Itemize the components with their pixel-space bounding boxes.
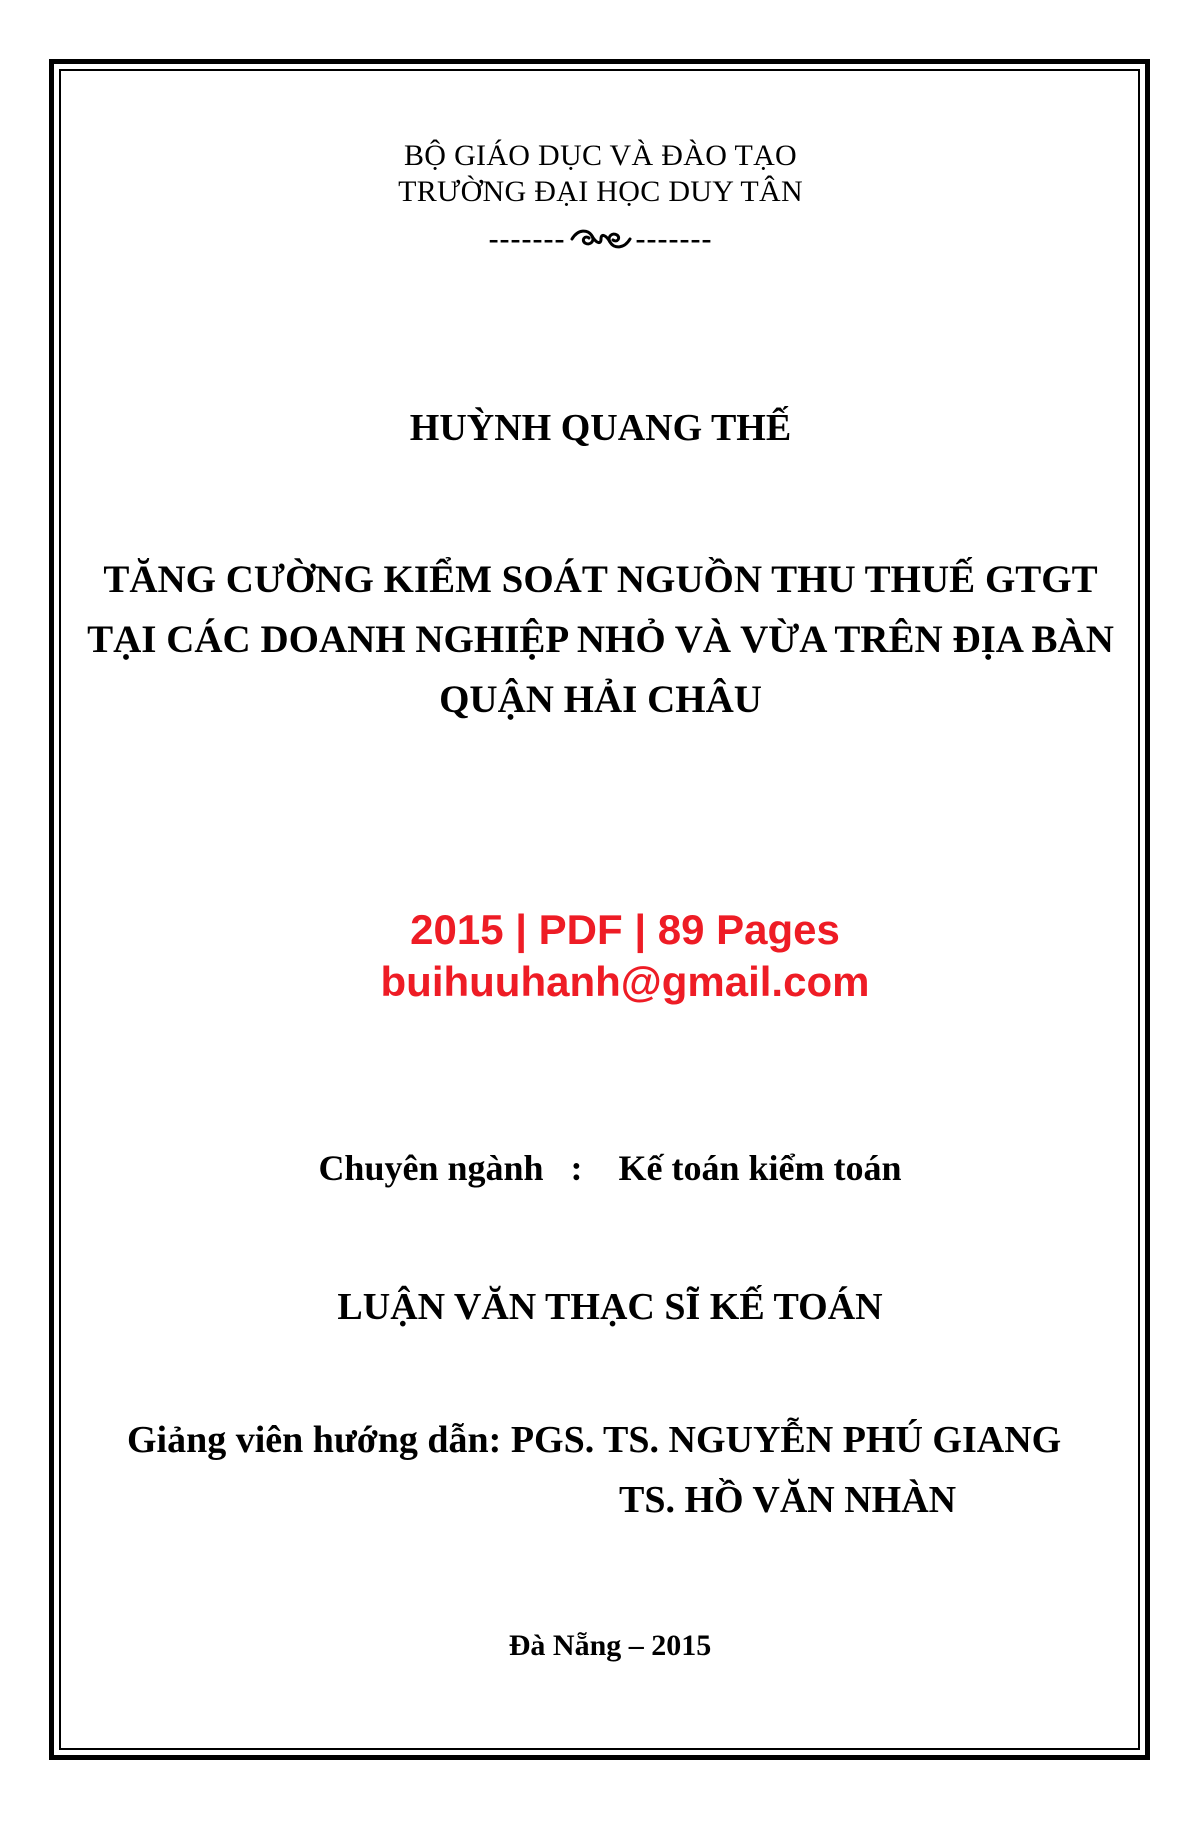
place-and-year: Đà Nẵng – 2015 — [508, 1629, 712, 1662]
author-name: HUỲNH QUANG THẾ — [409, 407, 792, 449]
divider-dashes-right: ------- — [635, 222, 713, 255]
supervisor-label: Giảng viên hướng dẫn: — [127, 1419, 502, 1461]
major-line — [0, 1146, 1201, 1190]
thesis-title-line-3: QUẬN HẢI CHÂU — [439, 678, 762, 721]
thesis-title-line-1: TĂNG CƯỜNG KIỂM SOÁT NGUỒN THU THUẾ GTGT — [103, 558, 1098, 601]
supervisor-line — [127, 1415, 1061, 1465]
ministry-name: BỘ GIÁO DỤC VÀ ĐÀO TẠO — [404, 139, 797, 172]
thesis-title — [50, 550, 1151, 730]
divider-dashes-left: ------- — [488, 222, 566, 255]
scroll-ornament-icon — [568, 227, 634, 251]
thesis-title-line-2: TẠI CÁC DOANH NGHIỆP NHỎ VÀ VỪA TRÊN ĐỊA BÀN — [87, 618, 1114, 661]
header-divider — [0, 224, 1201, 254]
supervisor-first: PGS. TS. NGUYỄN PHÚ GIANG — [510, 1419, 1062, 1461]
major-label: Chuyên ngành — [318, 1148, 544, 1188]
download-info-overlay — [0, 904, 1201, 1008]
university-name: TRƯỜNG ĐẠI HỌC DUY TÂN — [398, 175, 803, 208]
contact-email: buihuuhanh@gmail.com — [380, 958, 870, 1005]
supervisor-second: TS. HỒ VĂN NHÀN — [619, 1479, 957, 1521]
major-separator: : — [570, 1148, 583, 1188]
degree-title: LUẬN VĂN THẠC SĨ KẾ TOÁN — [337, 1286, 883, 1328]
file-info-line: 2015 | PDF | 89 Pages — [410, 906, 840, 953]
major-value: Kế toán kiểm toán — [618, 1148, 902, 1188]
